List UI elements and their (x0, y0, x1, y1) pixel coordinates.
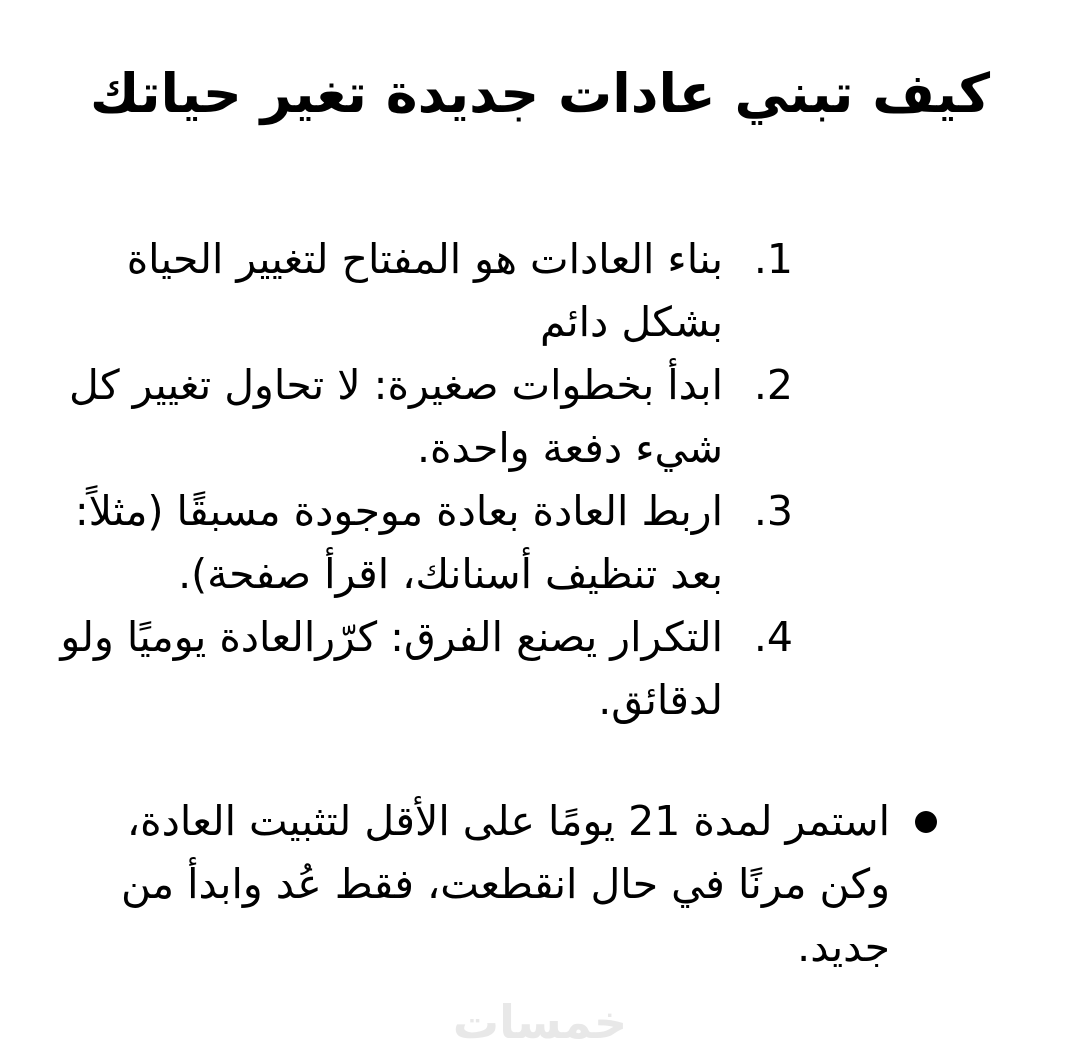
list-item-text: التكرار يصنع الفرق: كرّرالعادة يوميًا ولو لدقائق. (60, 613, 723, 724)
document-title: كيف تبني عادات جديدة تغير حياتك (89, 62, 991, 125)
numbered-list-item (0, 228, 793, 354)
list-item-text: بناء العادات هو المفتاح لتغيير الحياة بشكل دائم (126, 235, 723, 346)
khamsat-watermark: خمسات (452, 995, 628, 1049)
bullet-dot-icon (915, 811, 937, 833)
list-item-text: ابدأ بخطوات صغيرة: لا تحاول تغيير كل شيء دفعة واحدة. (69, 361, 723, 472)
bullet-list-item (0, 790, 937, 979)
list-item-number: 3. (753, 487, 793, 535)
numbered-list-item (0, 606, 793, 732)
numbered-list-item (0, 354, 793, 480)
numbered-list (0, 228, 1080, 732)
bullet-list (0, 790, 1080, 979)
list-item-number: 4. (753, 613, 793, 661)
list-item-number: 1. (753, 235, 793, 283)
list-item-text: اربط العادة بعادة موجودة مسبقًا (مثلاً: بعد تنظيف أسنانك، اقرأ صفحة). (74, 487, 723, 598)
list-item-number: 2. (753, 361, 793, 409)
numbered-list-item (0, 480, 793, 606)
bullet-item-text: استمر لمدة 21 يومًا على الأقل لتثبيت العادة، وكن مرنًا في حال انقطعت، فقط عُد وابدأ من جديد. (120, 797, 890, 971)
